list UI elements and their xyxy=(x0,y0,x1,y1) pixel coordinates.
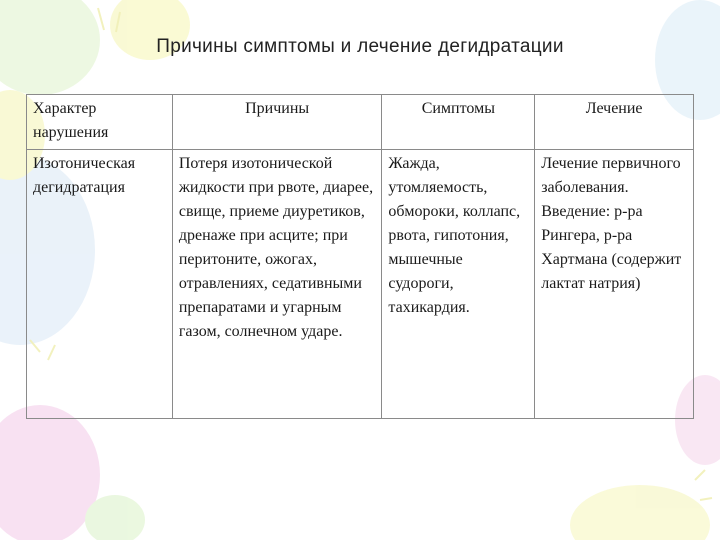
cell-type: Изотоническая дегидратация xyxy=(27,150,173,419)
balloon-pink-bottom xyxy=(0,405,100,540)
header-cell-symptoms: Симптомы xyxy=(382,95,535,150)
sparkle-ray xyxy=(98,8,104,30)
balloon-yellow-bottom xyxy=(570,485,710,540)
header-cell-type: Характер нарушения xyxy=(27,95,173,150)
sparkle-ray xyxy=(700,498,712,500)
cell-causes: Потеря изотонической жидкости при рвоте, диарее, свище, приеме диуретиков, дренаже при асците; при перитоните, ожогах, отравлениях, седативными препаратами и угарным газом, солнечном ударе. xyxy=(172,150,382,419)
table-row xyxy=(27,150,694,419)
header-cell-causes: Причины xyxy=(172,95,382,150)
slide-title: Причины симптомы и лечение дегидратации xyxy=(156,36,564,57)
cell-treatment: Лечение первичного заболевания. Введение: р-ра Рингера, р-ра Хартмана (содержит лактат натрия) xyxy=(535,150,694,419)
dehydration-table xyxy=(26,94,694,419)
header-cell-treatment: Лечение xyxy=(535,95,694,150)
table-header-row xyxy=(27,95,694,150)
sparkle-ray xyxy=(695,470,705,480)
cell-symptoms: Жажда, утомляемость, обмороки, коллапс, рвота, гипотония, мышечные судороги, тахикардия. xyxy=(382,150,535,419)
